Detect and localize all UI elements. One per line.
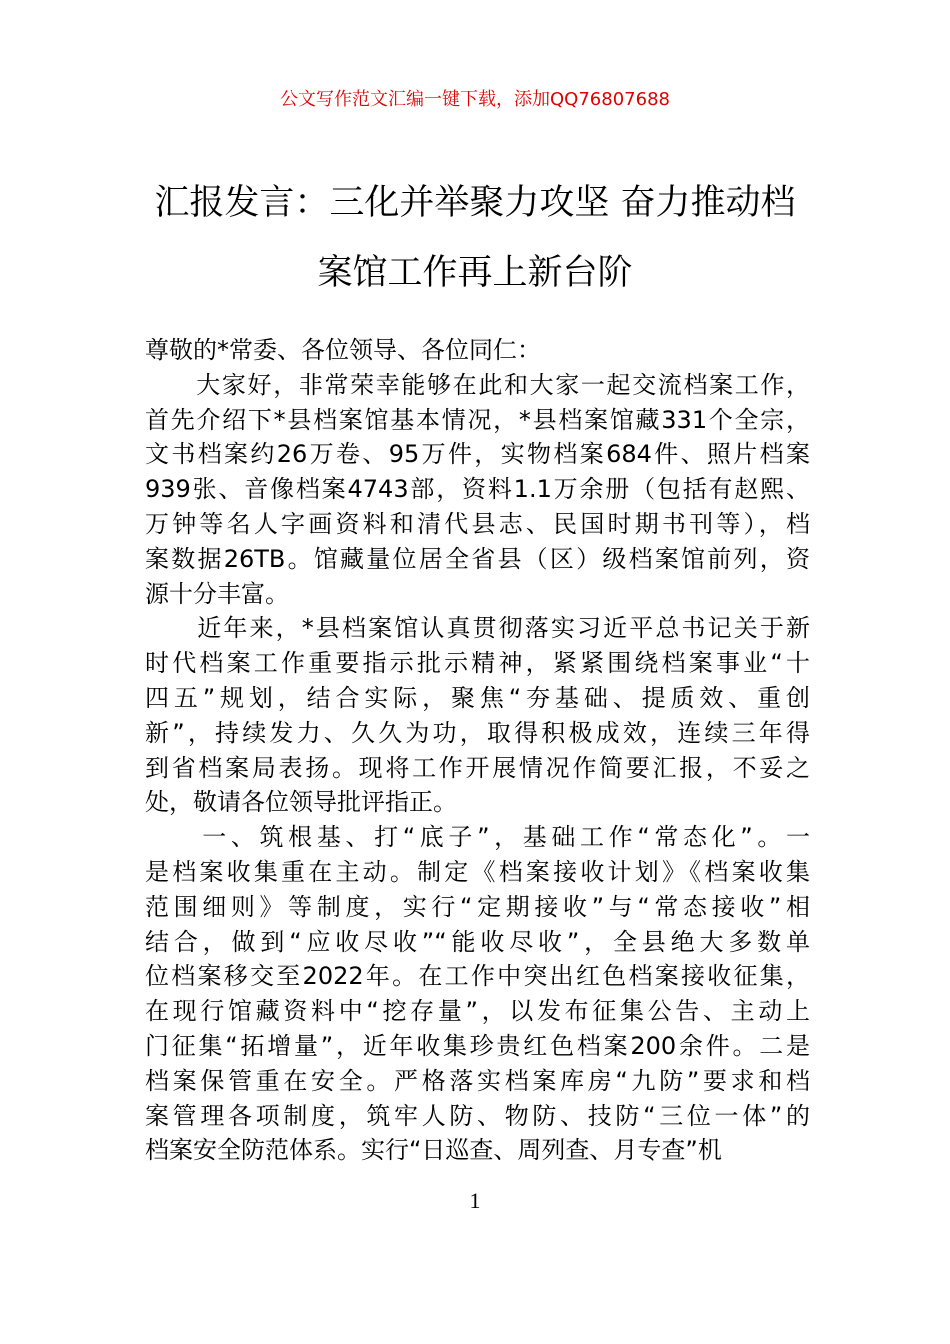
paragraph (145, 333, 810, 368)
text-line: 首先介绍下*县档案馆基本情况，*县档案馆藏331个全宗， (145, 405, 810, 434)
text-line: 到省档案局表扬。现将工作开展情况作简要汇报，不妥之 (145, 753, 810, 782)
text-line: 新”，持续发力、久久为功，取得积极成效，连续三年得 (145, 718, 810, 747)
text-line: 939张、音像档案4743部，资料1.1万余册（包括有赵熙、 (145, 475, 810, 504)
text-line: 近年来，*县档案馆认真贯彻落实习近平总书记关于新 (145, 614, 810, 643)
text-line: 在现行馆藏资料中“挖存量”，以发布征集公告、主动上 (145, 997, 810, 1026)
title-line: 案馆工作再上新台阶 (317, 253, 633, 293)
text-line: 是档案收集重在主动。制定《档案接收计划》《档案收集 (145, 857, 810, 886)
text-line: 尊敬的*常委、各位领导、各位同仁： (145, 336, 541, 364)
document-title (0, 168, 950, 308)
text-line: 文书档案约26万卷、95万件，实物档案684件、照片档案 (145, 440, 810, 469)
text-line: 结合，做到“应收尽收”“能收尽收”，全县绝大多数单 (145, 927, 810, 956)
text-line: 案管理各项制度，筑牢人防、物防、技防“三位一体”的 (145, 1101, 810, 1130)
document-body (145, 333, 810, 1168)
text-line: 时代档案工作重要指示批示精神，紧紧围绕档案事业“十 (145, 649, 810, 678)
text-line: 范围细则》等制度，实行“定期接收”与“常态接收”相 (145, 892, 810, 921)
text-line: 处，敬请各位领导批评指正。 (145, 788, 457, 817)
paragraph (145, 611, 810, 820)
text-line: 门征集“拓增量”，近年收集珍贵红色档案200余件。二是 (145, 1031, 810, 1060)
text-line: 四五”规划，结合实际，聚焦“夯基础、提质效、重创 (145, 683, 810, 712)
page-number: 1 (469, 1188, 481, 1213)
text-line: 万钟等名人字画资料和清代县志、民国时期书刊等），档 (145, 509, 810, 538)
text-line: 档案安全防范体系。实行“日巡查、周列查、月专查”机 (145, 1136, 722, 1165)
paragraph (145, 368, 810, 612)
paragraph (145, 820, 810, 1168)
title-line: 汇报发言：三化并举聚力攻坚 奋力推动档 (154, 183, 796, 223)
text-line: 大家好，非常荣幸能够在此和大家一起交流档案工作， (145, 370, 810, 399)
text-line: 档案保管重在安全。严格落实档案库房“九防”要求和档 (145, 1066, 810, 1095)
download-watermark: 公文写作范文汇编一键下载，添加QQ76807688 (280, 89, 670, 110)
text-line: 源十分丰富。 (145, 579, 289, 608)
text-line: 位档案移交至2022年。在工作中突出红色档案接收征集， (145, 962, 810, 991)
text-line: 案数据26TB。馆藏量位居全省县（区）级档案馆前列，资 (145, 544, 810, 573)
text-line: 一、筑根基、打“底子”，基础工作“常态化”。一 (145, 823, 810, 852)
